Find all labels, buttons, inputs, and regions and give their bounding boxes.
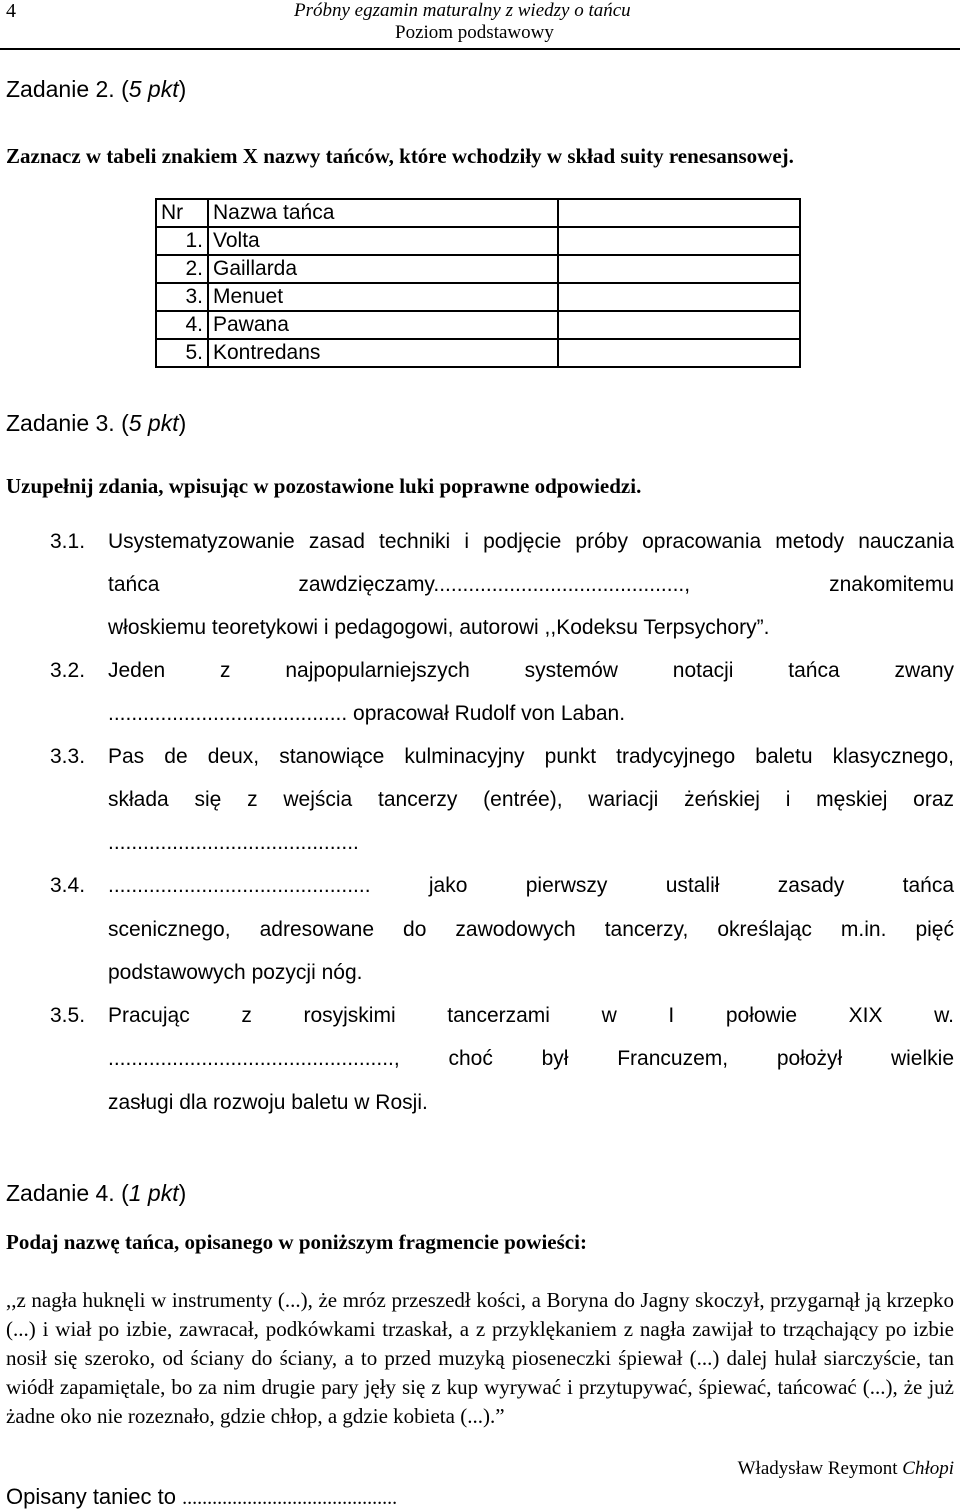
mark-cell[interactable] (558, 283, 800, 311)
task4-instruction: Podaj nazwę tańca, opisanego w poniższym fragmencie powieści: (6, 1230, 587, 1254)
task2-heading: Zadanie 2. (5 pkt) (6, 76, 187, 102)
row-nr: 2. (156, 255, 208, 283)
item-number: 3.4. (50, 874, 86, 897)
col-nr-header: Nr (156, 199, 208, 227)
header-title: Próbny egzamin maturalny z wiedzy o tańcu (294, 0, 631, 21)
task4-heading: Zadanie 4. (1 pkt) (6, 1180, 187, 1206)
item-line: Pas de deux, stanowiące kulminacyjny punkt tradycyjnego baletu klasycznego, (108, 745, 954, 768)
table-row (156, 339, 800, 367)
item-number: 3.1. (50, 530, 86, 553)
quote-author: Władysław Reymont (737, 1458, 898, 1479)
row-nr: 4. (156, 311, 208, 339)
answer-label: Opisany taniec to (6, 1484, 176, 1509)
item-line: Usystematyzowanie zasad techniki i podjęcie próby opracowania metody nauczania (108, 530, 954, 553)
item-line: Jeden z najpopularniejszych systemów notacji tańca zwany (108, 659, 954, 682)
item-number: 3.5. (50, 1004, 86, 1027)
novel-quote: ,,z nagła huknęli w instrumenty (...), że mróz przeszedł kości, a Boryna do Jagny skoczył, przygarnął ją krzepko (...) i wiał po izbie, zawracał, podkówkami trzaskał, a z przyklękaniem z nagła zawijał to trząchający po izbie nosił się szeroko, od ściany do ściany, a to przed muzyką pioseneczki śpiewał (...) dalej hulał siarczyście, tan wiódł zapamiętale, bo za nim drugie pary jęły się z kup wyrywać i przytupywać, śpiewać, tańcować (...), że już żadne oko nie rozeznało, gdzie chłop, a gdzie kobieta (...).” (6, 1288, 954, 1428)
row-name: Gaillarda (208, 255, 558, 283)
row-name: Kontredans (208, 339, 558, 367)
item-line[interactable]: tańca zawdzięczamy..........................................., znakomitemu (108, 573, 954, 596)
item-number: 3.3. (50, 745, 86, 768)
item-line[interactable]: ........................................... (108, 831, 359, 854)
col-mark-header (558, 199, 800, 227)
item-line: podstawowych pozycji nóg. (108, 961, 363, 984)
table-row (156, 311, 800, 339)
item-line: scenicznego, adresowane do zawodowych tancerzy, określając m.in. pięć (108, 918, 954, 941)
row-name: Menuet (208, 283, 558, 311)
task3-instruction: Uzupełnij zdania, wpisując w pozostawione luki poprawne odpowiedzi. (6, 474, 642, 498)
answer-line (6, 1484, 397, 1510)
table-row (156, 227, 800, 255)
table-row (156, 283, 800, 311)
row-name: Pawana (208, 311, 558, 339)
quote-book: Chłopi (902, 1458, 954, 1479)
dance-table (155, 198, 801, 368)
item-line: Pracując z rosyjskimi tancerzami w I połowie XIX w. (108, 1004, 954, 1027)
item-number: 3.2. (50, 659, 86, 682)
item-line: zasługi dla rozwoju baletu w Rosji. (108, 1091, 428, 1114)
table-header-row (156, 199, 800, 227)
item-line: włoskiemu teoretykowi i pedagogowi, autorowi ,,Kodeksu Terpsychory”. (108, 616, 770, 639)
item-line[interactable]: ......................................... opracował Rudolf von Laban. (108, 702, 626, 725)
table-row (156, 255, 800, 283)
col-name-header: Nazwa tańca (208, 199, 558, 227)
mark-cell[interactable] (558, 227, 800, 255)
item-line[interactable]: ............................................. jako pierwszy ustalił zasady tańca (108, 874, 954, 897)
row-nr: 1. (156, 227, 208, 255)
quote-source (738, 1458, 954, 1480)
row-name: Volta (208, 227, 558, 255)
mark-cell[interactable] (558, 311, 800, 339)
row-nr: 5. (156, 339, 208, 367)
task2-instruction: Zaznacz w tabeli znakiem X nazwy tańców, które wchodziły w skład suity renesansowej. (6, 144, 794, 168)
header-subtitle: Poziom podstawowy (395, 22, 554, 43)
answer-field[interactable]: ........................................... (182, 1487, 398, 1509)
row-nr: 3. (156, 283, 208, 311)
task3-heading: Zadanie 3. (5 pkt) (6, 410, 187, 436)
item-line: składa się z wejścia tancerzy (entrée), wariacji żeńskiej i męskiej oraz (108, 788, 954, 811)
page-number: 4 (6, 0, 16, 22)
mark-cell[interactable] (558, 255, 800, 283)
mark-cell[interactable] (558, 339, 800, 367)
item-line[interactable]: ................................................., choć był Francuzem, położył wielkie (108, 1047, 954, 1070)
header-rule (0, 48, 960, 50)
